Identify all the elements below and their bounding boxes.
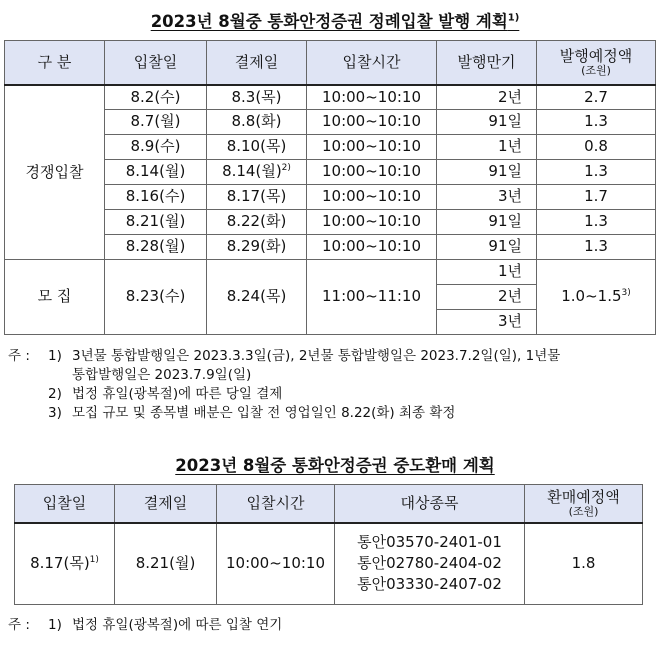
auction-header-row — [5, 41, 656, 85]
amount-cell: 1.8 — [525, 523, 643, 605]
note-number: 2) — [48, 386, 62, 402]
settle-date-cell: 8.17(목) — [207, 185, 307, 210]
auction-plan-title-note: 1) — [507, 12, 520, 24]
redemption-plan-title: 2023년 8월중 통화안정증권 중도환매 계획 — [175, 456, 495, 475]
header-settle-date: 결제일 — [207, 41, 307, 85]
bid-date-cell: 8.2(수) — [105, 85, 207, 110]
table-row — [5, 260, 656, 285]
auction-plan-title — [0, 8, 670, 32]
amount-cell: 1.3 — [537, 235, 656, 260]
amount-cell: 0.8 — [537, 135, 656, 160]
note-number: 3) — [48, 405, 62, 421]
table-row — [15, 523, 643, 605]
bid-time-cell: 10:00~10:10 — [307, 85, 437, 110]
bid-date-cell: 8.7(월) — [105, 110, 207, 135]
note-text: 법정 휴일(광복절)에 따른 당일 결제 — [72, 386, 283, 402]
bid-time-cell: 10:00~10:10 — [307, 160, 437, 185]
settle-date-cell — [207, 85, 307, 110]
header-amount — [525, 485, 643, 523]
header-amount-label: 환매예정액 — [547, 488, 620, 507]
maturity-cell: 1년 — [437, 260, 537, 285]
maturity-cell: 2년 — [437, 85, 537, 110]
header-maturity: 발행만기 — [437, 41, 537, 85]
maturity-cell: 91일 — [437, 110, 537, 135]
bid-date-cell: 8.28(월) — [105, 235, 207, 260]
target-item: 통안03570-2401-01 — [357, 533, 502, 552]
bid-time-cell: 10:00~10:10 — [307, 135, 437, 160]
auction-notes — [8, 347, 658, 423]
note-text: 3년물 통합발행일은 2023.3.3일(금), 2년물 통합발행일은 2023.7.2일(일), 1년물 — [72, 348, 561, 364]
amount-cell: 2.7 — [537, 85, 656, 110]
target-item: 통안03330-2407-02 — [357, 575, 502, 594]
note-continuation: 통합발행일은 2023.7.9일(일) — [72, 367, 252, 383]
settle-date-cell: 8.22(화) — [207, 210, 307, 235]
header-target: 대상종목 — [335, 485, 525, 523]
target-cell — [335, 523, 525, 605]
note-item — [8, 404, 658, 423]
competitive-label: 경쟁입찰 — [5, 85, 105, 260]
settle-date-text: 8.3(목) — [231, 87, 282, 106]
note-text: 모집 규모 및 종목별 배분은 입찰 전 영업일인 8.22(화) 최종 확정 — [72, 405, 456, 421]
note-lead: 주 : — [8, 348, 35, 364]
header-amount — [537, 41, 656, 85]
header-category: 구 분 — [5, 41, 105, 85]
header-bid-time: 입찰시간 — [217, 485, 335, 523]
bid-date-cell: 8.14(월) — [105, 160, 207, 185]
amount-cell: 1.3 — [537, 210, 656, 235]
note-lead: 주 : — [8, 617, 35, 633]
amount-cell: 1.3 — [537, 110, 656, 135]
maturity-cell: 91일 — [437, 160, 537, 185]
settle-date-note: 2) — [281, 163, 291, 174]
bid-date-cell — [15, 523, 115, 605]
redemption-plan-table — [14, 484, 643, 605]
note-number: 1) — [48, 617, 62, 633]
header-bid-date: 입찰일 — [105, 41, 207, 85]
redemption-notes — [8, 616, 658, 635]
amount-cell — [537, 260, 656, 335]
bid-date-cell: 8.16(수) — [105, 185, 207, 210]
maturity-cell: 91일 — [437, 210, 537, 235]
maturity-cell: 2년 — [437, 285, 537, 310]
bid-time-cell: 10:00~10:10 — [307, 110, 437, 135]
auction-plan-table — [4, 40, 656, 335]
auction-plan-title-text: 2023년 8월중 통화안정증권 정례입찰 발행 계획 — [150, 12, 508, 31]
bid-time-cell: 10:00~10:10 — [307, 235, 437, 260]
settle-date-cell: 8.29(화) — [207, 235, 307, 260]
maturity-cell: 3년 — [437, 310, 537, 335]
header-amount-label: 발행예정액 — [559, 47, 633, 66]
maturity-cell: 1년 — [437, 135, 537, 160]
header-bid-time: 입찰시간 — [307, 41, 437, 85]
subscription-label: 모 집 — [5, 260, 105, 335]
settle-date-cell: 8.21(월) — [115, 523, 217, 605]
redemption-header-row — [15, 485, 643, 523]
bid-date-text: 8.17(목) — [30, 554, 90, 573]
maturity-cell: 91일 — [437, 235, 537, 260]
header-bid-date: 입찰일 — [15, 485, 115, 523]
settle-date-cell: 8.10(목) — [207, 135, 307, 160]
note-item — [8, 616, 658, 635]
header-settle-date: 결제일 — [115, 485, 217, 523]
bid-time-cell: 10:00~10:10 — [307, 210, 437, 235]
bid-time-cell: 10:00~10:10 — [217, 523, 335, 605]
note-item — [8, 385, 658, 404]
amount-note: 3) — [621, 288, 631, 299]
settle-date-cell: 8.8(화) — [207, 110, 307, 135]
table-row — [5, 85, 656, 110]
settle-date-text: 8.14(월) — [222, 162, 282, 181]
target-item: 통안02780-2404-02 — [357, 554, 502, 573]
settle-date-cell: 8.24(목) — [207, 260, 307, 335]
note-item — [8, 347, 658, 366]
bid-time-cell: 10:00~10:10 — [307, 185, 437, 210]
maturity-cell: 3년 — [437, 185, 537, 210]
amount-cell: 1.7 — [537, 185, 656, 210]
note-number: 1) — [48, 348, 62, 364]
bid-date-cell: 8.9(수) — [105, 135, 207, 160]
bid-date-cell: 8.23(수) — [105, 260, 207, 335]
amount-cell: 1.3 — [537, 160, 656, 185]
header-amount-unit: (조원) — [581, 64, 611, 78]
bid-date-note: 1) — [89, 555, 99, 566]
settle-date-cell — [207, 160, 307, 185]
amount-text: 1.0~1.5 — [561, 287, 622, 306]
note-text: 법정 휴일(광복절)에 따른 입찰 연기 — [72, 617, 283, 633]
bid-date-cell: 8.21(월) — [105, 210, 207, 235]
bid-time-cell: 11:00~11:10 — [307, 260, 437, 335]
header-amount-unit: (조원) — [568, 505, 599, 519]
